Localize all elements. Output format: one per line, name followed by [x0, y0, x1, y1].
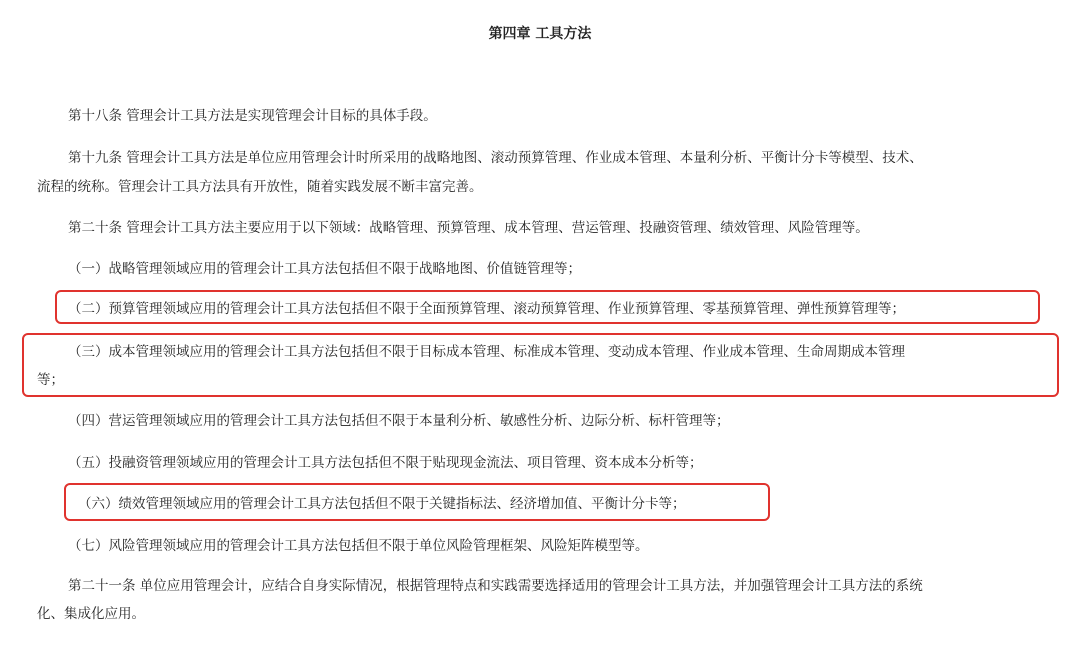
article-19-line-2: 流程的统称。管理会计工具方法具有开放性，随着实践发展不断丰富完善。	[37, 179, 483, 195]
list-item-6: （六）绩效管理领域应用的管理会计工具方法包括但不限于关键指标法、经济增加值、平衡计分卡等；	[78, 496, 686, 512]
article-18: 第十八条 管理会计工具方法是实现管理会计目标的具体手段。	[68, 108, 437, 124]
list-item-7: （七）风险管理领域应用的管理会计工具方法包括但不限于单位风险管理框架、风险矩阵模型等。	[68, 538, 649, 554]
list-item-2: （二）预算管理领域应用的管理会计工具方法包括但不限于全面预算管理、滚动预算管理、作业预算管理、零基预算管理、弹性预算管理等；	[68, 301, 905, 317]
list-item-3-line-1: （三）成本管理领域应用的管理会计工具方法包括但不限于目标成本管理、标准成本管理、变动成本管理、作业成本管理、生命周期成本管理	[68, 344, 905, 360]
list-item-1: （一）战略管理领域应用的管理会计工具方法包括但不限于战略地图、价值链管理等；	[68, 261, 581, 277]
list-item-3-line-2: 等；	[37, 372, 64, 388]
article-21-line-1: 第二十一条 单位应用管理会计，应结合自身实际情况，根据管理特点和实践需要选择适用的管理会计工具方法，并加强管理会计工具方法的系统	[68, 578, 923, 594]
chapter-title: 第四章 工具方法	[488, 26, 592, 42]
article-20: 第二十条 管理会计工具方法主要应用于以下领域：战略管理、预算管理、成本管理、营运管理、投融资管理、绩效管理、风险管理等。	[68, 220, 869, 236]
article-19-line-1: 第十九条 管理会计工具方法是单位应用管理会计时所采用的战略地图、滚动预算管理、作业成本管理、本量利分析、平衡计分卡等模型、技术、	[68, 150, 923, 166]
list-item-4: （四）营运管理领域应用的管理会计工具方法包括但不限于本量利分析、敏感性分析、边际分析、标杆管理等；	[68, 413, 730, 429]
list-item-5: （五）投融资管理领域应用的管理会计工具方法包括但不限于贴现现金流法、项目管理、资本成本分析等；	[68, 455, 703, 471]
article-21-line-2: 化、集成化应用。	[37, 606, 145, 622]
